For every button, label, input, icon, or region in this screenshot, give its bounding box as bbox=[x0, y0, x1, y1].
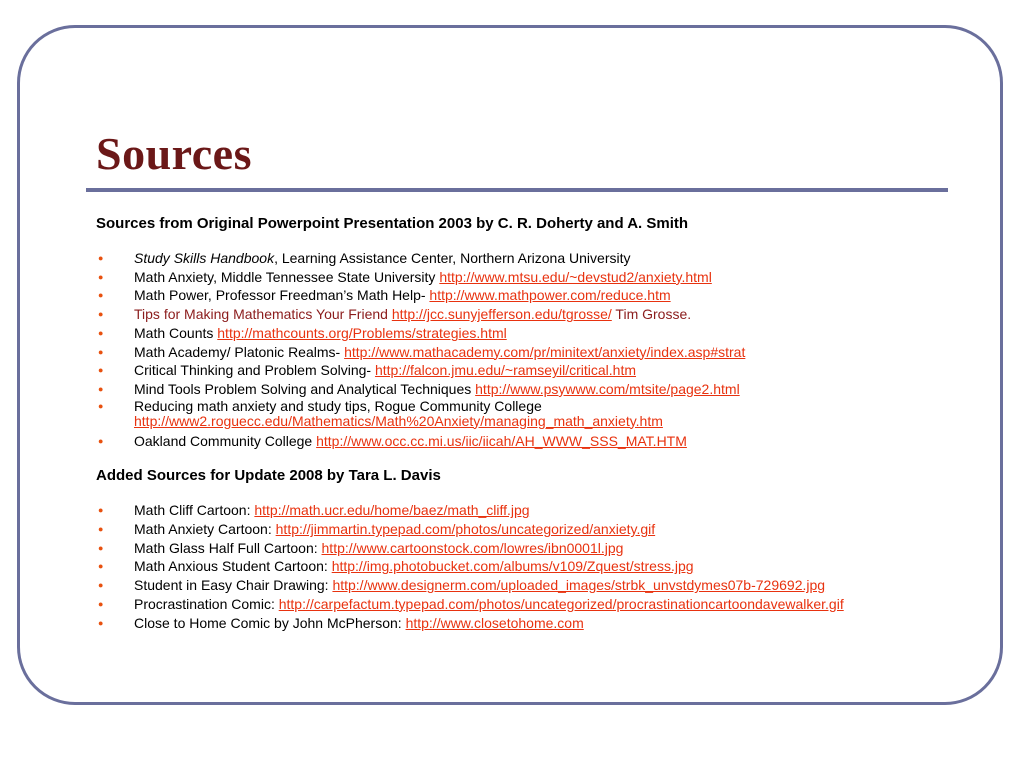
source-link[interactable]: http://www.psywww.com/mtsite/page2.html bbox=[475, 380, 740, 397]
source-text: Math Power, Professor Freedman’s Math Help- bbox=[134, 287, 430, 304]
source-text: , Learning Assistance Center, Northern Arizona University bbox=[274, 250, 631, 266]
list-item bbox=[96, 501, 956, 520]
source-text: Procrastination Comic: bbox=[134, 595, 279, 612]
source-text: Student in Easy Chair Drawing: bbox=[134, 577, 333, 594]
bullet-icon bbox=[98, 249, 103, 268]
source-list-original bbox=[96, 249, 956, 450]
bullet-icon bbox=[98, 380, 103, 399]
bullet-icon bbox=[98, 305, 103, 324]
source-text: Mind Tools Problem Solving and Analytical Techniques bbox=[134, 380, 476, 397]
source-text: Math Cliff Cartoon: bbox=[134, 502, 255, 519]
source-link[interactable]: http://www.mtsu.edu/~devstud2/anxiety.html bbox=[439, 268, 712, 285]
list-item bbox=[96, 399, 956, 429]
bullet-icon bbox=[98, 595, 103, 614]
bullet-icon bbox=[98, 324, 103, 343]
source-text: Tips for Making Mathematics Your Friend bbox=[134, 306, 392, 323]
source-link[interactable]: http://www.mathpower.com/reduce.htm bbox=[429, 287, 671, 304]
source-link[interactable]: http://www.occ.cc.mi.us/iic/iicah/AH_WWW_SSS_MAT.HTM bbox=[316, 432, 687, 449]
source-link[interactable]: http://www2.roguecc.edu/Mathematics/Math%20Anxiety/managing_math_anxiety.htm bbox=[134, 412, 663, 429]
bullet-icon bbox=[98, 539, 103, 558]
source-text: Close to Home Comic by John McPherson: bbox=[134, 614, 406, 631]
list-item bbox=[96, 249, 956, 268]
source-text: Math Anxiety Cartoon: bbox=[134, 521, 276, 538]
source-link[interactable]: http://falcon.jmu.edu/~ramseyil/critical.htm bbox=[374, 362, 637, 379]
list-item bbox=[96, 576, 956, 595]
source-title: Study Skills Handbook bbox=[134, 250, 275, 266]
bullet-icon bbox=[98, 557, 103, 576]
source-text: Math Academy/ Platonic Realms- bbox=[134, 343, 345, 360]
source-link[interactable]: http://math.ucr.edu/home/baez/math_cliff.jpg bbox=[254, 502, 530, 519]
source-link[interactable]: http://www.designerm.com/uploaded_images/strbk_unvstdymes07b-729692.jpg bbox=[332, 577, 826, 594]
source-link[interactable]: http://carpefactum.typepad.com/photos/uncategorized/procrastinationcartoondavewalker.gif bbox=[278, 595, 844, 612]
list-item bbox=[96, 324, 956, 343]
bullet-icon bbox=[98, 268, 103, 287]
list-item bbox=[96, 614, 956, 633]
source-link[interactable]: http://mathcounts.org/Problems/strategies.html bbox=[217, 324, 507, 341]
section-heading-original: Sources from Original Powerpoint Presentation 2003 by C. R. Doherty and A. Smith bbox=[96, 215, 689, 232]
slide-content bbox=[96, 214, 956, 632]
source-text: Math Anxiety, Middle Tennessee State University bbox=[134, 268, 440, 285]
list-item bbox=[96, 286, 956, 305]
list-item bbox=[96, 539, 956, 558]
source-text: Math Counts bbox=[134, 324, 218, 341]
list-item bbox=[96, 343, 956, 362]
title-divider bbox=[86, 188, 948, 192]
slide-title: Sources bbox=[96, 128, 252, 179]
source-text: Math Glass Half Full Cartoon: bbox=[134, 539, 322, 556]
source-list-update bbox=[96, 501, 956, 632]
list-item bbox=[96, 595, 956, 614]
list-item bbox=[96, 361, 956, 380]
bullet-icon bbox=[98, 520, 103, 539]
source-link[interactable]: http://img.photobucket.com/albums/v109/Zquest/stress.jpg bbox=[331, 558, 694, 575]
source-link[interactable]: http://jimmartin.typepad.com/photos/uncategorized/anxiety.gif bbox=[275, 521, 656, 538]
source-link[interactable]: http://www.cartoonstock.com/lowres/ibn0001l.jpg bbox=[321, 539, 624, 556]
list-item bbox=[96, 557, 956, 576]
bullet-icon bbox=[98, 614, 103, 633]
bullet-icon bbox=[98, 501, 103, 520]
source-link[interactable]: http://jcc.sunyjefferson.edu/tgrosse/ bbox=[391, 306, 612, 323]
source-text: Reducing math anxiety and study tips, Rogue Community College bbox=[134, 397, 542, 414]
bullet-icon bbox=[98, 432, 103, 451]
source-text: Math Anxious Student Cartoon: bbox=[134, 558, 332, 575]
source-author: Tim Grosse. bbox=[611, 306, 692, 323]
list-item bbox=[96, 432, 956, 451]
source-link[interactable]: http://www.mathacademy.com/pr/minitext/anxiety/index.asp#strat bbox=[344, 343, 746, 360]
source-text: Oakland Community College bbox=[134, 432, 317, 449]
bullet-icon bbox=[98, 286, 103, 305]
source-text: Critical Thinking and Problem Solving- bbox=[134, 362, 375, 379]
bullet-icon bbox=[98, 399, 103, 414]
bullet-icon bbox=[98, 343, 103, 362]
list-item bbox=[96, 305, 956, 324]
list-item bbox=[96, 268, 956, 287]
source-link[interactable]: http://www.closetohome.com bbox=[405, 614, 584, 631]
list-item bbox=[96, 520, 956, 539]
bullet-icon bbox=[98, 576, 103, 595]
bullet-icon bbox=[98, 361, 103, 380]
section-heading-update: Added Sources for Update 2008 by Tara L. Davis bbox=[96, 467, 441, 485]
list-item bbox=[96, 380, 956, 399]
